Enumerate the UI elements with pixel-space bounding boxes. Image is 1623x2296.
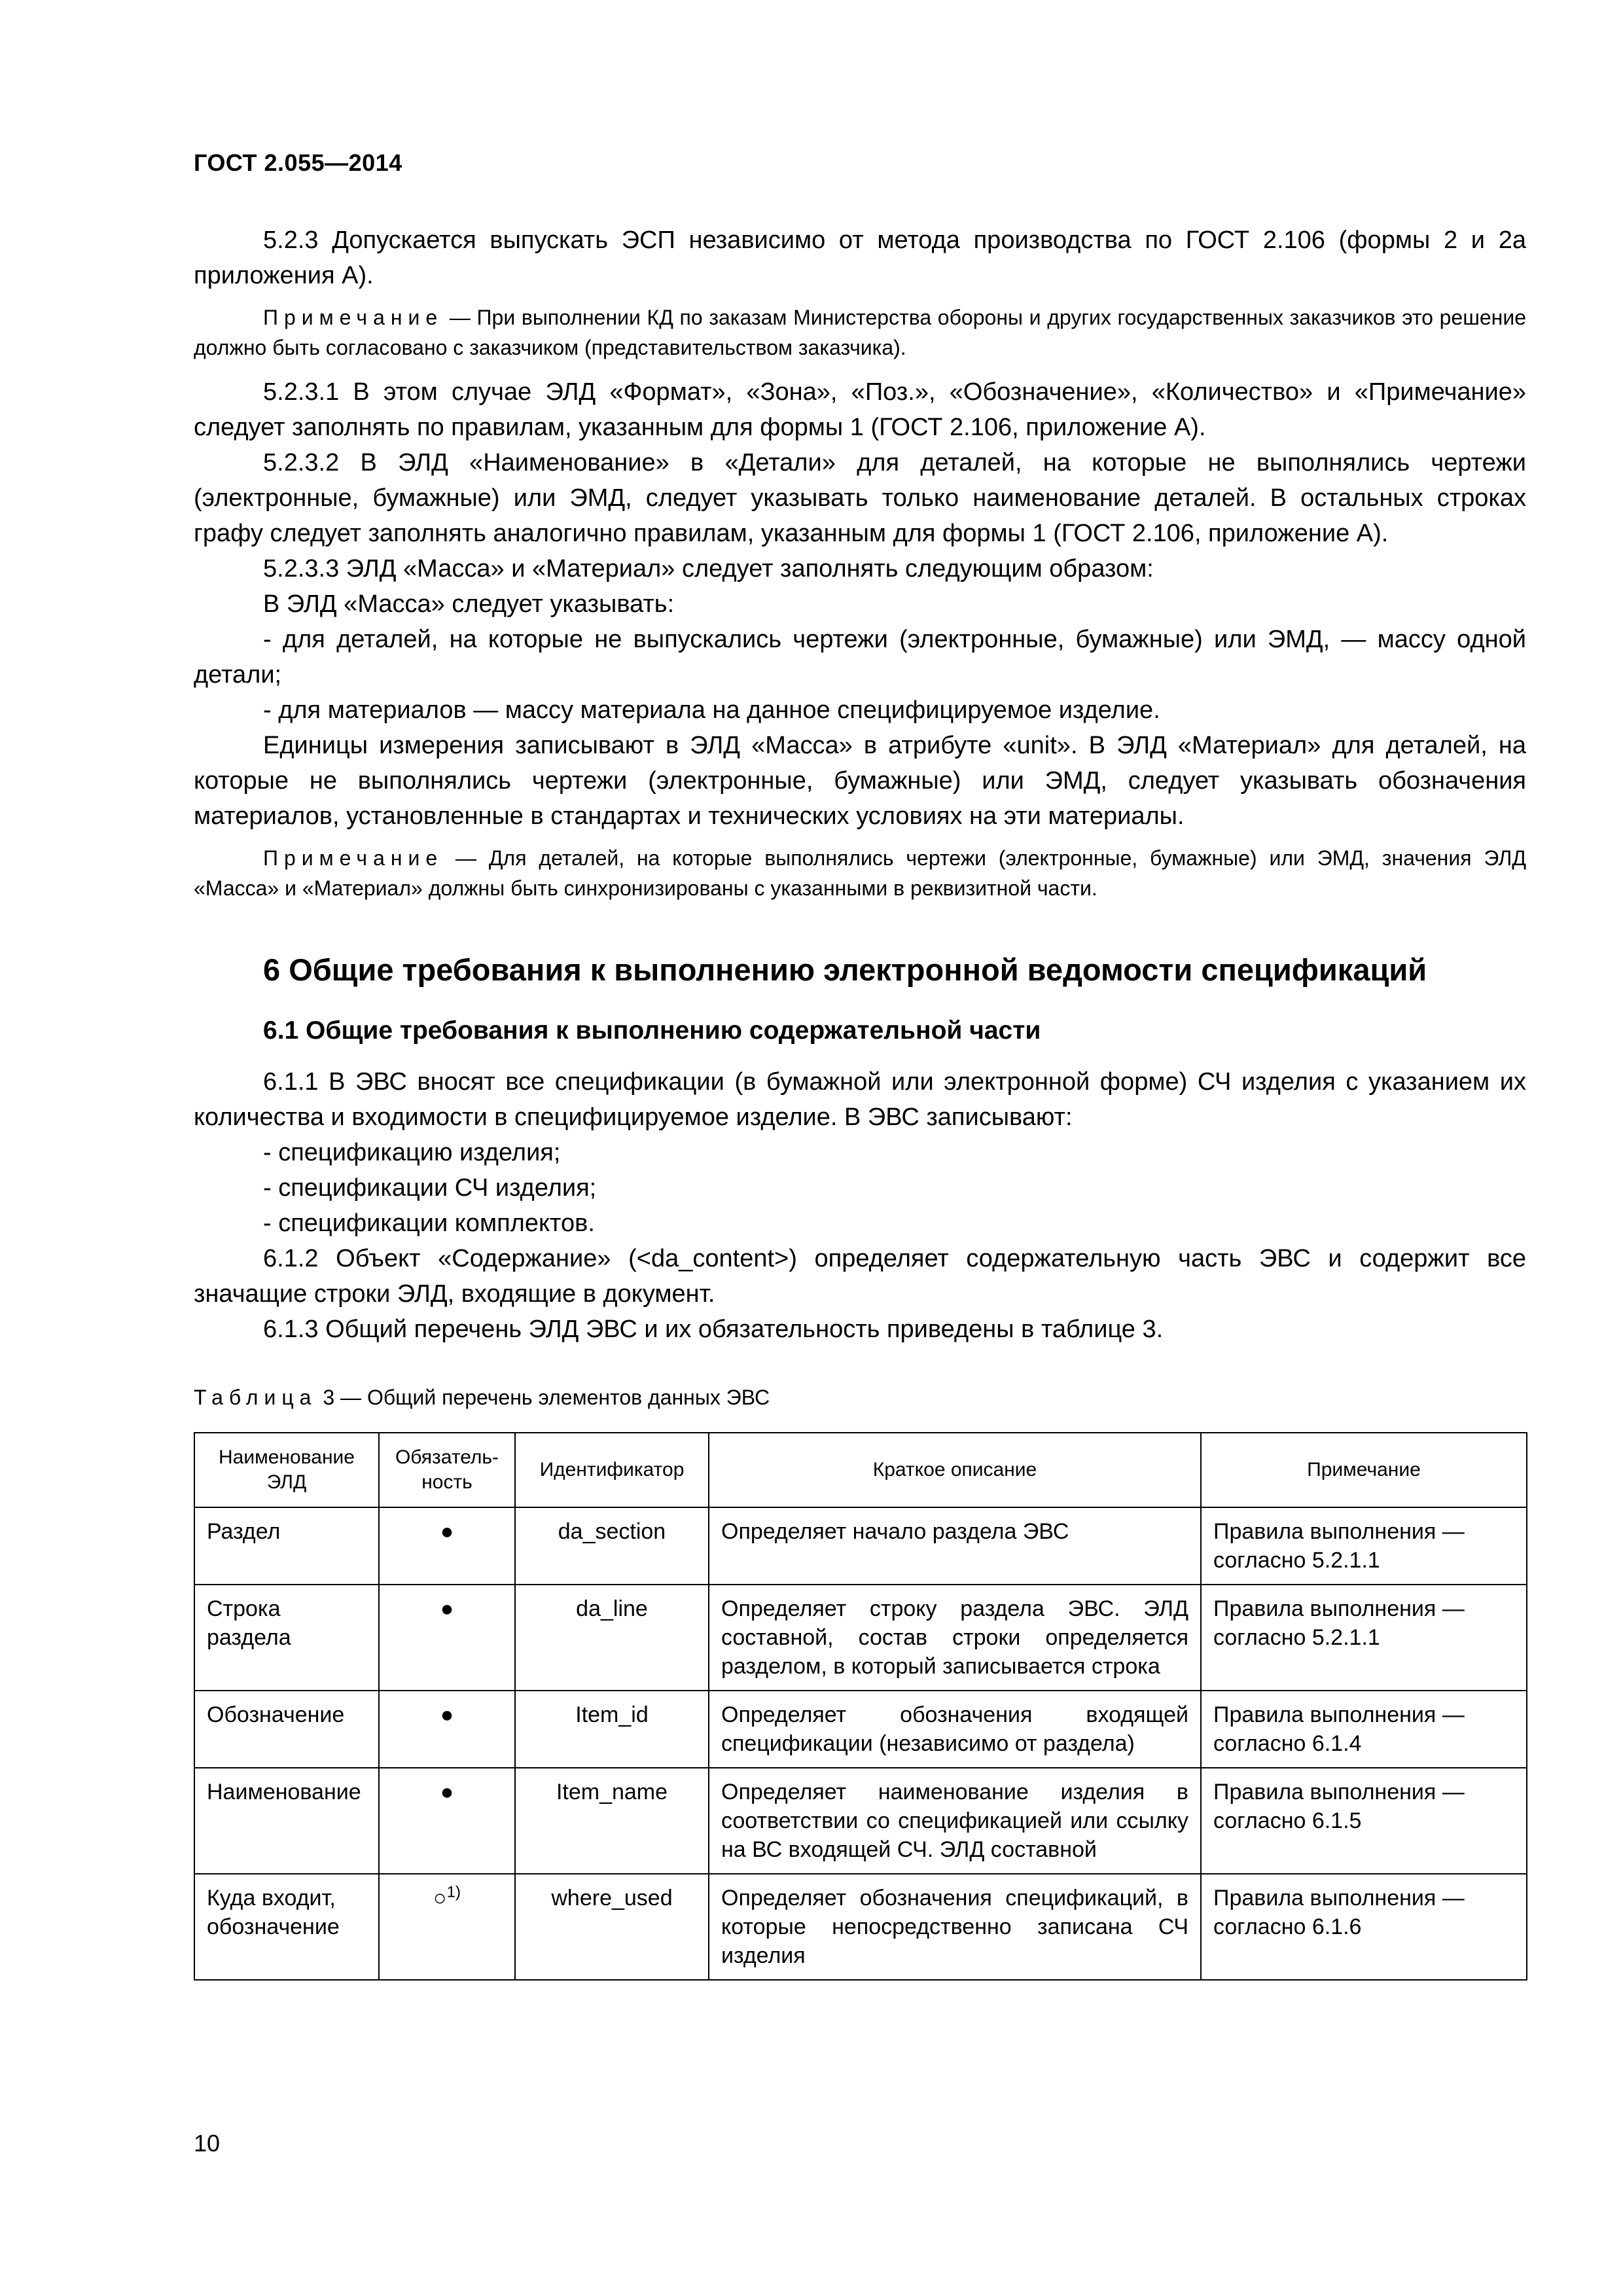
paragraph-6-1-3: 6.1.3 Общий перечень ЭЛД ЭВС и их обязательность приведены в таблице 3. <box>263 1316 1164 1343</box>
page-content <box>194 223 1526 1981</box>
cell-note: Правила выполнения — согласно 5.2.1.1 <box>1201 1585 1527 1691</box>
cell-identifier: Item_name <box>515 1768 709 1874</box>
cell-note: Правила выполнения — согласно 6.1.5 <box>1201 1768 1527 1874</box>
header-identifier: Идентификатор <box>515 1433 709 1507</box>
section-6-1-heading: 6.1 Общие требования к выполнению содержательной части <box>263 1016 1041 1045</box>
page-header: ГОСТ 2.055—2014 <box>194 149 402 176</box>
cell-description: Определяет обозначения спецификаций, в которые непосредственно записана СЧ изделия <box>709 1874 1201 1980</box>
list-item: - спецификации комплектов. <box>263 1210 595 1237</box>
table-header-row <box>194 1433 1527 1507</box>
cell-mandatory: ● <box>379 1585 515 1691</box>
table-caption-label: Таблица <box>194 1386 317 1409</box>
cell-description: Определяет строку раздела ЭВС. ЭЛД составной, состав строки определяется разделом, в который записывается строка <box>709 1585 1201 1691</box>
note-text: — Для деталей, на которые выполнялись чертежи (электронные, бумажные) или ЭМД, значения ЭЛД «Масса» и «Материал» должны быть синхронизированы с указанными в реквизитной части. <box>194 846 1526 900</box>
table-row <box>194 1874 1527 1980</box>
list-item-details: - для деталей, на которые не выпускались чертежи (электронные, бумажные) или ЭМД, — массу одной детали; <box>194 626 1526 689</box>
cell-name: Куда входит, обозначение <box>194 1874 379 1980</box>
cell-mandatory: ● <box>379 1507 515 1585</box>
paragraph-5-2-3-3: 5.2.3.3 ЭЛД «Масса» и «Материал» следует заполнять следующим образом: <box>263 555 1154 583</box>
paragraph-massa: В ЭЛД «Масса» следует указывать: <box>263 590 675 618</box>
list-item-materials: - для материалов — массу материала на данное специфицируемое изделие. <box>263 696 1160 724</box>
note-1 <box>194 302 1526 363</box>
table-row <box>194 1585 1527 1691</box>
section-6-heading: 6 Общие требования к выполнению электронной ведомости спецификаций <box>263 952 1427 987</box>
header-note: Примечание <box>1201 1433 1527 1507</box>
elements-table <box>194 1432 1527 1981</box>
cell-name: Наименование <box>194 1768 379 1874</box>
paragraph-5-2-3: 5.2.3 Допускается выпускать ЭСП независимо от метода производства по ГОСТ 2.106 (формы 2 и 2а приложения А). <box>194 226 1526 289</box>
table-caption-text: 3 — Общий перечень элементов данных ЭВС <box>317 1386 770 1409</box>
page-number: 10 <box>194 2130 221 2157</box>
paragraph-5-2-3-1: 5.2.3.1 В этом случае ЭЛД «Формат», «Зона», «Поз.», «Обозначение», «Количество» и «Примечание» следует заполнять по правилам, указанным для формы 1 (ГОСТ 2.106, приложение А). <box>194 378 1526 441</box>
header-description: Краткое описание <box>709 1433 1201 1507</box>
cell-note: Правила выполнения — согласно 6.1.4 <box>1201 1691 1527 1768</box>
cell-name: Строка раздела <box>194 1585 379 1691</box>
note-label: Примечание <box>263 306 444 329</box>
cell-note: Правила выполнения — согласно 6.1.6 <box>1201 1874 1527 1980</box>
optional-mark: ○ <box>433 1886 447 1910</box>
cell-name: Раздел <box>194 1507 379 1585</box>
cell-mandatory: ● <box>379 1768 515 1874</box>
paragraph-6-1-1: 6.1.1 В ЭВС вносят все спецификации (в бумажной или электронной форме) СЧ изделия с указанием их количества и входимости в специфицируемое изделие. В ЭВС записывают: <box>194 1068 1526 1131</box>
footnote-mark: 1) <box>446 1883 461 1901</box>
table-row <box>194 1507 1527 1585</box>
table-caption <box>194 1380 1526 1415</box>
list-item: - спецификации СЧ изделия; <box>263 1174 597 1202</box>
cell-identifier: da_line <box>515 1585 709 1691</box>
table-row <box>194 1691 1527 1768</box>
note-label: Примечание <box>263 846 444 870</box>
paragraph-6-1-2: 6.1.2 Объект «Содержание» (<da_content>) определяет содержательную часть ЭВС и содержит все значащие строки ЭЛД, входящие в документ. <box>194 1245 1526 1308</box>
note-2 <box>194 843 1526 903</box>
note-text: — При выполнении КД по заказам Министерства обороны и других государственных заказчиков это решение должно быть согласовано с заказчиком (представительством заказчика). <box>194 306 1526 359</box>
cell-mandatory <box>379 1874 515 1980</box>
list-item: - спецификацию изделия; <box>263 1139 561 1166</box>
header-mandatory: Обязатель-ность <box>379 1433 515 1507</box>
cell-identifier: da_section <box>515 1507 709 1585</box>
cell-description: Определяет начало раздела ЭВС <box>709 1507 1201 1585</box>
cell-identifier: Item_id <box>515 1691 709 1768</box>
header-name: Наименование ЭЛД <box>194 1433 379 1507</box>
cell-mandatory: ● <box>379 1691 515 1768</box>
cell-description: Определяет наименование изделия в соответствии со спецификацией или ссылку на ВС входящей СЧ. ЭЛД составной <box>709 1768 1201 1874</box>
cell-name: Обозначение <box>194 1691 379 1768</box>
paragraph-units: Единицы измерения записывают в ЭЛД «Масса» в атрибуте «unit». В ЭЛД «Материал» для деталей, на которые не выполнялись чертежи (электронные, бумажные) или ЭМД, следует указывать обозначения материалов, установленные в стандартах и технических условиях на эти материалы. <box>194 732 1526 830</box>
table-row <box>194 1768 1527 1874</box>
paragraph-5-2-3-2: 5.2.3.2 В ЭЛД «Наименование» в «Детали» для деталей, на которые не выполнялись чертежи (электронные, бумажные) или ЭМД, следует указывать только наименование деталей. В остальных строках графу следует заполнять аналогично правилам, указанным для формы 1 (ГОСТ 2.106, приложение А). <box>194 449 1526 547</box>
cell-note: Правила выполнения — согласно 5.2.1.1 <box>1201 1507 1527 1585</box>
cell-identifier: where_used <box>515 1874 709 1980</box>
cell-description: Определяет обозначения входящей спецификации (независимо от раздела) <box>709 1691 1201 1768</box>
